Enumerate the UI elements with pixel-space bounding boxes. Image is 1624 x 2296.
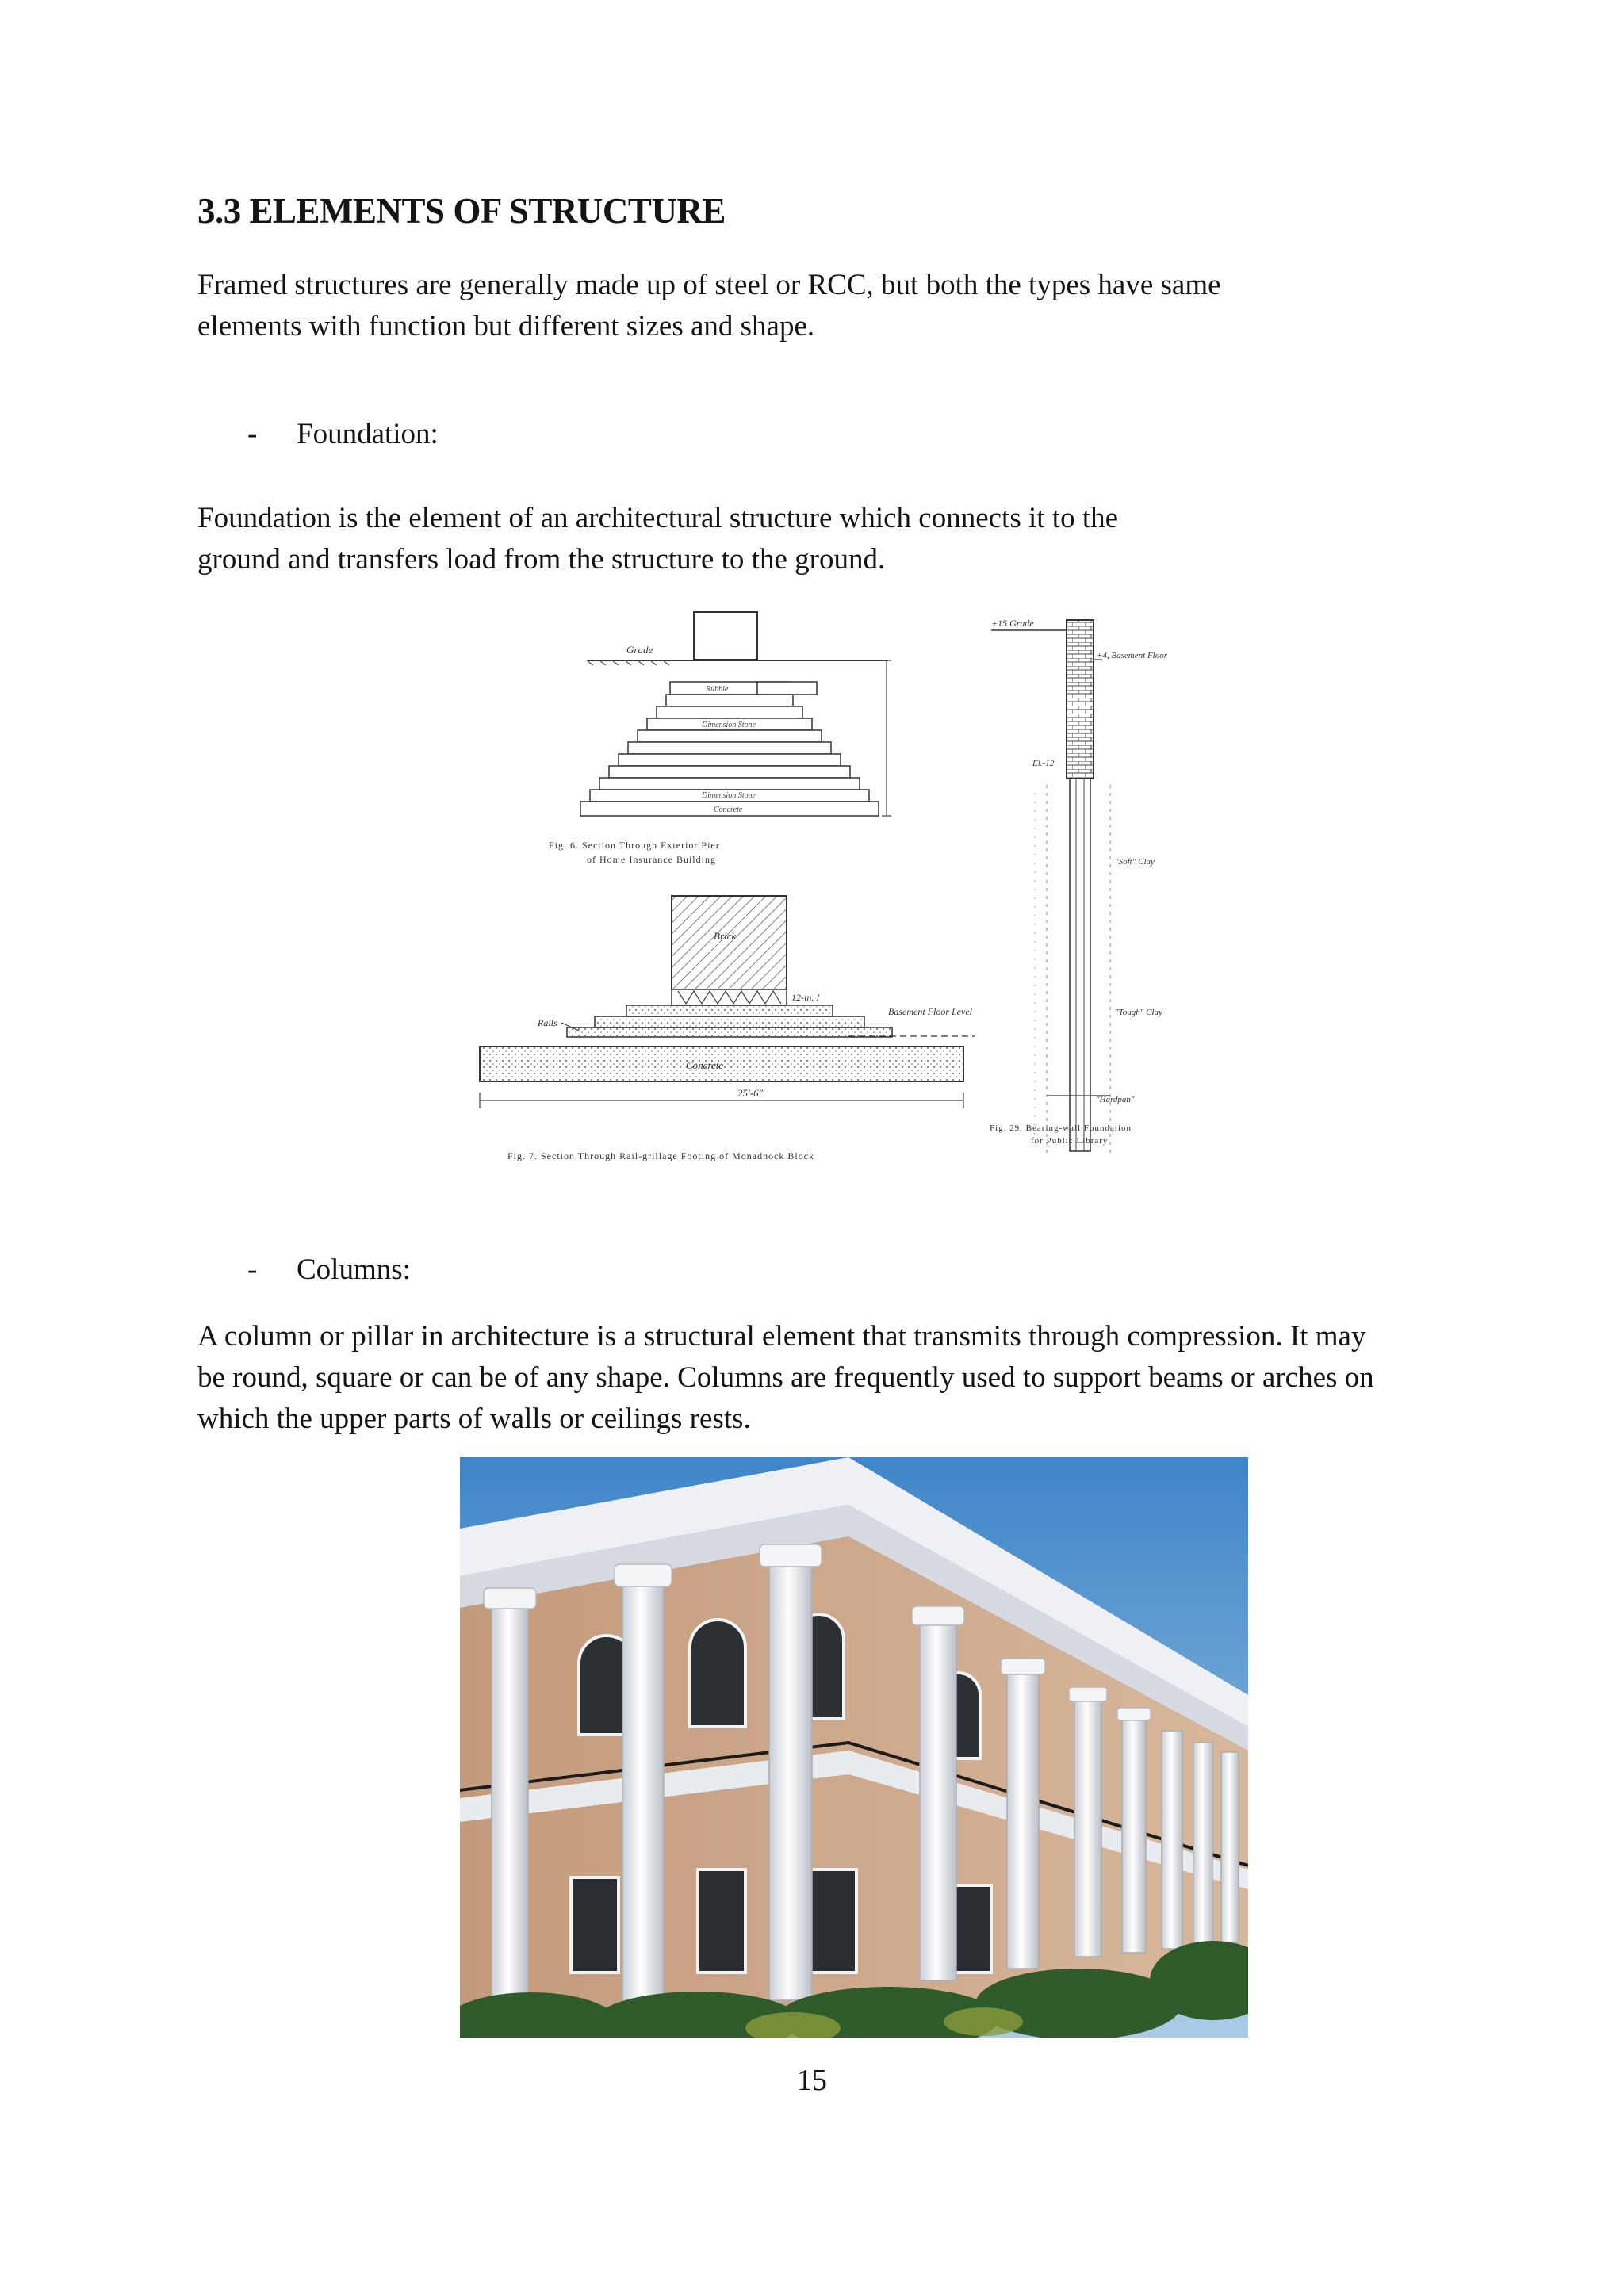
rubble-label: Rubble — [706, 685, 729, 694]
dimension-stone-label: Dimension Stone — [702, 721, 756, 729]
foundation-bullet — [247, 417, 439, 451]
columns-photo — [460, 1457, 1248, 2038]
foundation-drawing — [476, 603, 1237, 1173]
intro-paragraph — [197, 265, 1221, 347]
intro-line: Framed structures are generally made up of steel or RCC, but both the types have same — [197, 269, 1221, 301]
hardpan-label: "Hardpan" — [1096, 1095, 1135, 1104]
fig6-pier-drawing — [549, 612, 891, 865]
foundation-label: Foundation: — [297, 418, 439, 450]
columns-line: A column or pillar in architecture is a structural element that transmits through compression. It may — [197, 1320, 1366, 1353]
brick-label: Brick — [714, 930, 737, 942]
columns-label: Columns: — [297, 1253, 411, 1286]
fig29-caption: Fig. 29. Bearing-wall Foundation — [990, 1123, 1132, 1133]
columns-line: which the upper parts of walls or ceilings rests. — [197, 1402, 751, 1435]
fig29-bearing-wall-drawing — [990, 618, 1168, 1158]
columns-paragraph — [197, 1316, 1374, 1440]
intro-line: elements with function but different sizes and shape. — [197, 310, 815, 342]
bullet-dash: - — [247, 1253, 258, 1286]
grade-label: Grade — [626, 644, 653, 656]
width-label: 25'-6" — [737, 1087, 764, 1099]
basement-floor-level-label: Basement Floor Level — [888, 1006, 972, 1017]
fig6-caption: Fig. 6. Section Through Exterior Pier — [549, 840, 720, 851]
rails-label: Rails — [538, 1017, 557, 1028]
soft-clay-label: "Soft" Clay — [1115, 857, 1155, 867]
section-heading: 3.3 ELEMENTS OF STRUCTURE — [197, 191, 726, 231]
el-label: El.-12 — [1032, 759, 1055, 768]
columns-bullet — [247, 1253, 411, 1287]
foundation-line: ground and transfers load from the structure to the ground. — [197, 543, 886, 576]
page-number: 15 — [797, 2064, 827, 2097]
dimension-stone-label: Dimension Stone — [702, 791, 756, 800]
fig7-caption: Fig. 7. Section Through Rail-grillage Footing of Monadnock Block — [508, 1150, 815, 1161]
concrete-label: Concrete — [686, 1059, 724, 1071]
colonnade-building-image — [460, 1457, 1248, 2038]
plus-grade-label: +15 Grade — [991, 618, 1034, 629]
columns-line: be round, square or can be of any shape. Columns are frequently used to support beams or arches on — [197, 1361, 1374, 1394]
fig29-caption: for Public Library — [1031, 1136, 1109, 1146]
fig6-caption: of Home Insurance Building — [587, 854, 716, 865]
foundation-line: Foundation is the element of an architectural structure which connects it to the — [197, 502, 1119, 534]
concrete-label: Concrete — [714, 806, 743, 814]
tough-clay-label: "Tough" Clay — [1115, 1008, 1162, 1017]
foundation-paragraph — [197, 498, 1118, 580]
foundation-figure — [476, 603, 1237, 1173]
bullet-dash: - — [247, 418, 258, 450]
fig7-grillage-drawing — [480, 896, 975, 1161]
basement-floor-label: +4, Basement Floor — [1097, 651, 1167, 660]
i-beam-label: 12-in. I — [791, 992, 820, 1003]
